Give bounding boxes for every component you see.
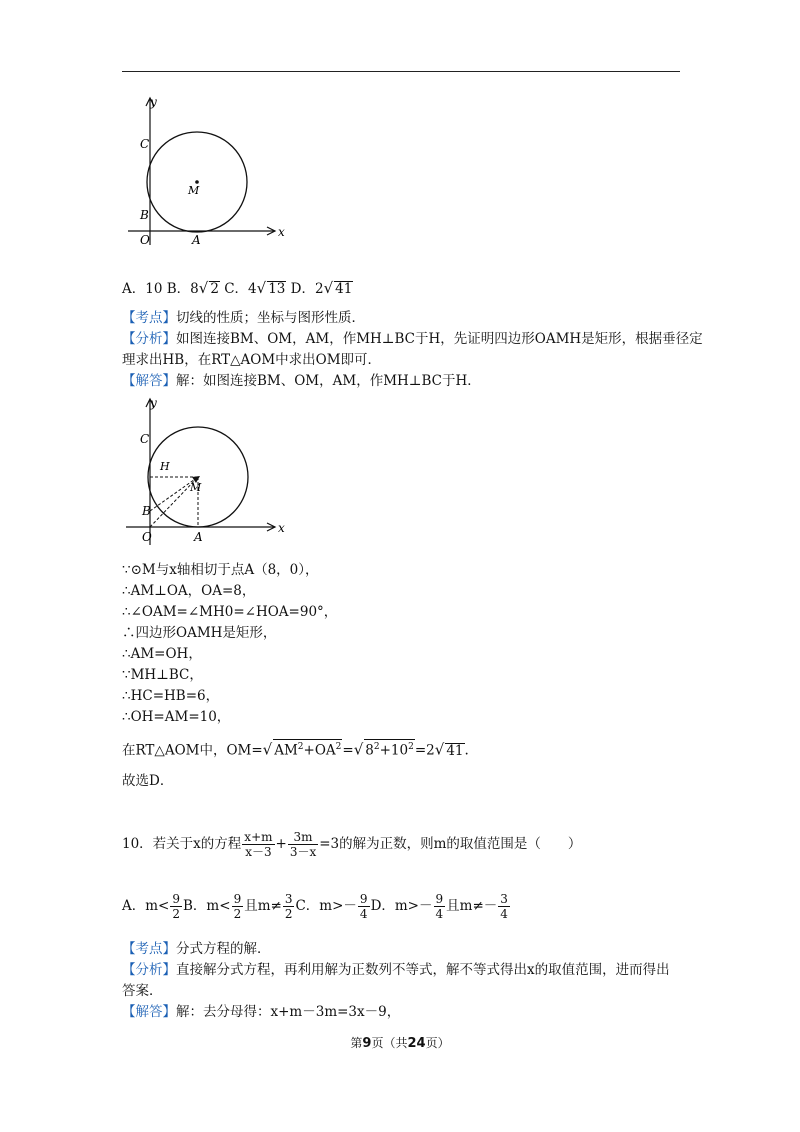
q10-stem-prefix: 10．若关于x的方程 [122, 836, 242, 852]
q9-option-c: C．4 [224, 281, 257, 297]
q9-answer: 故选D． [122, 773, 174, 789]
fig2-label-c: C [140, 432, 150, 446]
q10-stem-suffix: =3的解为正数，则m的取值范围是（ ） [319, 836, 582, 852]
om-prefix: 在RT△AOM中，OM= [122, 742, 263, 759]
q10-frac-1: $\frac{x+m}{x-3}$ [244, 830, 273, 859]
current-page-number: 9 [362, 1036, 372, 1051]
q10-options: A．m< $\frac{9}{2}$ B．m< $\frac{9}{2}$ 且m≠ $\frac{3}{2}$ C．m>－ $\frac{9}{4}$ D．m>－ $\frac{9}{4}$ 且m≠－ $\frac{3}{4}$ [122, 892, 508, 921]
figure-circle-construction [120, 393, 290, 548]
q9-step-5: ∴AM=OH， [122, 646, 202, 662]
q10-option-d: D．m>－ [370, 898, 433, 914]
fig2-label-x: x [278, 521, 285, 535]
fig2-label-o: O [142, 530, 152, 544]
page-footer: 第9页（共24页） [350, 1036, 450, 1051]
q9-kaodian: 【考点】切线的性质；坐标与图形性质． [122, 310, 365, 326]
fig1-label-a: A [192, 233, 201, 247]
figure-circle-tangent [120, 90, 290, 250]
om-radicand-1: $AM^2+OA^2$ [273, 739, 342, 759]
q9-step-4: ∴四边形OAMH是矩形， [122, 625, 277, 641]
q10-option-c: C．m>－ [295, 898, 357, 914]
fig2-label-a: A [194, 530, 203, 544]
q9-fenxi: 【分析】如图连接BM、OM，AM，作MH⊥BC于H，先证明四边形OAMH是矩形，根据垂径定 [122, 331, 703, 347]
q9-om-formula: 在RT△AOM中，OM=√ $AM^2+OA^2=√$ $8^2+10^2=2√$ 41. [122, 740, 469, 759]
q9-kaodian-tag: 考点 [135, 310, 163, 326]
fig2-label-b: B [142, 504, 151, 518]
fig1-label-x: x [278, 225, 285, 239]
q9-option-a: A．10 [122, 281, 163, 297]
q10-frac-2: $\frac{3m}{3-x}$ [289, 830, 317, 859]
fig1-label-c: C [140, 137, 150, 151]
q9-jieda-tag: 解答 [135, 373, 163, 389]
q9-option-b: B．8 [166, 281, 199, 297]
total-pages: 24 [407, 1036, 426, 1051]
q10-fenxi-tag: 分析 [135, 962, 163, 978]
q10-option-a: A．m< [122, 898, 170, 914]
q9-step-2: ∴AM⊥OA，OA=8， [122, 583, 256, 599]
q9-step-6: ∵MH⊥BC， [122, 667, 203, 683]
om-radicand-2: $8^2+10^2$ [364, 739, 415, 759]
q10-jieda-tag: 解答 [135, 1004, 163, 1020]
fig1-label-y: y [150, 95, 157, 109]
q9-option-c-radicand: 13 [268, 281, 286, 297]
q10-option-b: B．m< [183, 898, 231, 914]
q9-fenxi-line1: 如图连接BM、OM，AM，作MH⊥BC于H，先证明四边形OAMH是矩形，根据垂径定 [176, 331, 703, 347]
om-end: . [464, 742, 469, 759]
fig2-label-m: M [190, 481, 202, 494]
q9-option-d-radicand: 41 [335, 281, 353, 297]
q10-fenxi: 【分析】直接解分式方程，再利用解为正数列不等式，解不等式得出x的取值范围，进而得出 [122, 962, 670, 978]
q10-stem [122, 830, 581, 859]
q10-plus: + [275, 836, 287, 852]
q9-jieda-text: 解：如图连接BM、OM，AM，作MH⊥BC于H． [176, 373, 481, 389]
om-eq2: =2 [414, 742, 435, 759]
q10-jieda-text: 解：去分母得：x+m－3m=3x－9， [176, 1004, 401, 1020]
header-rule [122, 71, 680, 72]
fig1-label-o: O [140, 233, 150, 247]
q9-step-3: ∴∠OAM=∠MH0=∠HOA=90°， [122, 604, 338, 620]
q9-step-7: ∴HC=HB=6， [122, 688, 220, 704]
om-eq: = [342, 742, 354, 759]
q10-kaodian: 【考点】分式方程的解． [122, 941, 271, 957]
fig1-label-m: M [188, 184, 200, 197]
q10-kaodian-tag: 考点 [135, 941, 163, 957]
q9-kaodian-text: 切线的性质；坐标与图形性质． [176, 310, 365, 326]
q9-fenxi-line2: 理求出HB，在RT△AOM中求出OM即可． [122, 352, 382, 368]
fig2-label-h: H [160, 460, 170, 473]
q9-option-d: D．2 [290, 281, 324, 297]
om-radicand-3: 41 [446, 742, 464, 759]
fig1-label-b: B [140, 208, 149, 222]
q10-fenxi-line1: 直接解分式方程，再利用解为正数列不等式，解不等式得出x的取值范围，进而得出 [176, 962, 670, 978]
fig2-label-y: y [150, 396, 157, 410]
q9-options: A．10 B．8√ 2 C．4√ 13 D．2√ 41 [122, 279, 353, 297]
q9-fenxi-tag: 分析 [135, 331, 163, 347]
q10-fenxi-line2: 答案． [122, 983, 163, 999]
q9-step-1: ∵⊙M与x轴相切于点A（8，0）， [122, 562, 319, 578]
q10-jieda: 【解答】解：去分母得：x+m－3m=3x－9， [122, 1004, 401, 1020]
q10-kaodian-text: 分式方程的解． [176, 941, 271, 957]
q9-step-8: ∴OH=AM=10， [122, 709, 231, 725]
q9-option-b-radicand: 2 [210, 281, 219, 297]
q9-jieda: 【解答】解：如图连接BM、OM，AM，作MH⊥BC于H． [122, 373, 481, 389]
